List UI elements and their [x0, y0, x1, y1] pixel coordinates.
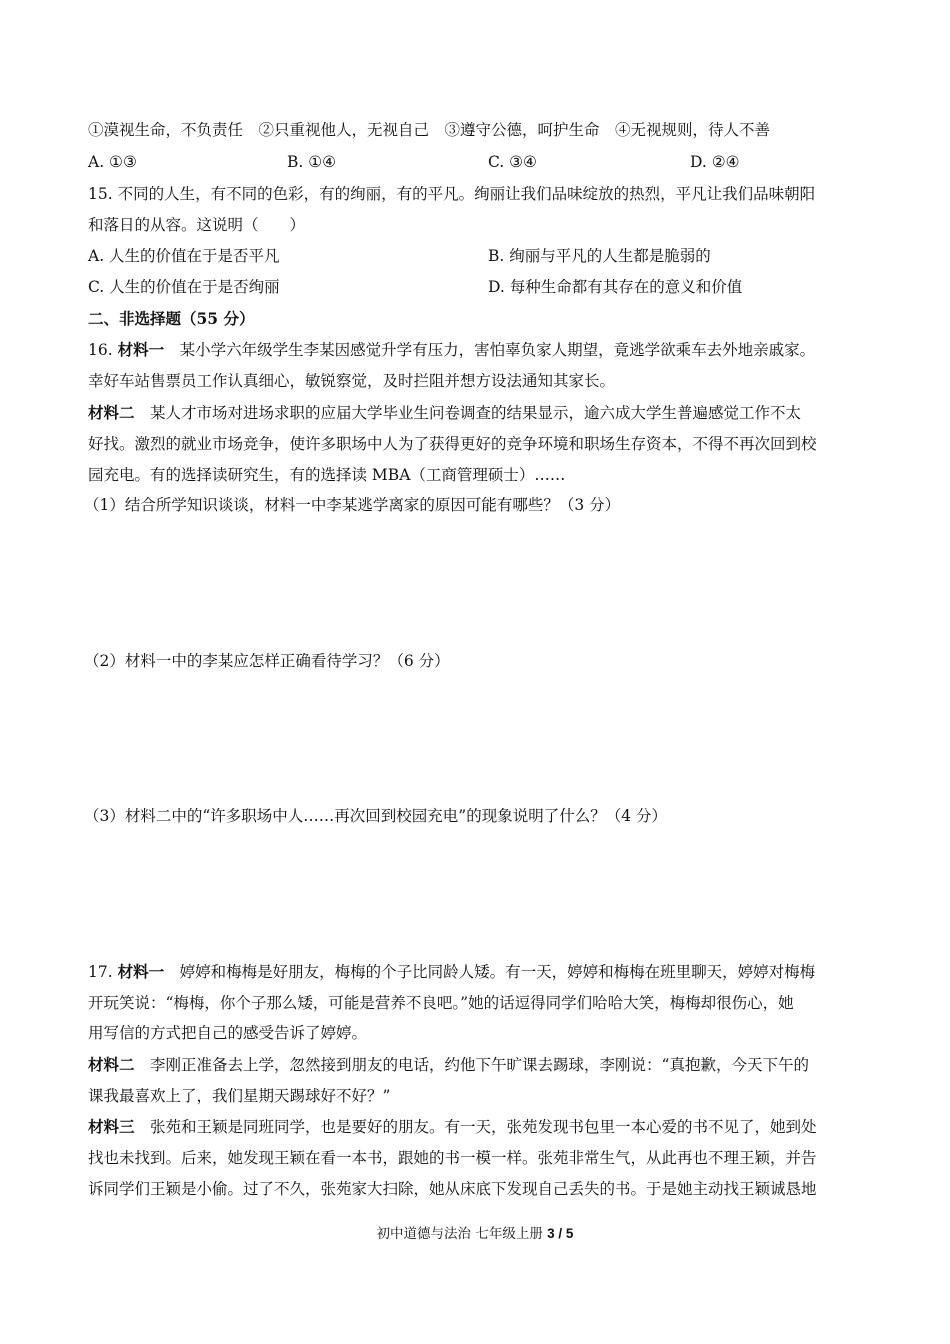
q14-option-b: B. ①④: [287, 153, 337, 171]
q17-material3-text1: 张苑和王颖是同班同学，也是要好的朋友。有一天，张苑发现书包里一本心爱的书不见了，她到处: [134, 1118, 817, 1136]
q17-material1-line3: 用写信的方式把自己的感受告诉了婷婷。: [88, 1024, 368, 1042]
q16-material1-text1: 某小学六年级学生李某因感觉升学有压力，害怕辜负家人期望，竟逃学欲乘车去外地亲戚家。: [164, 341, 816, 359]
footer-course-label: 初中道德与法治 七年级上册: [376, 1226, 548, 1242]
q16-number: 16.: [88, 341, 118, 359]
q17-material1-line2: 开玩笑说：“梅梅，你个子那么矮，可能是营养不良吧。”她的话逗得同学们哈哈大笑，梅梅却很伤心，她: [88, 994, 794, 1012]
q17-material3-label: 材料三: [88, 1117, 135, 1136]
q17-material2-text1: 李刚正准备去上学，忽然接到朋友的电话，约他下午旷课去踢球，李刚说：“真抱歉，今天下午的: [134, 1056, 809, 1074]
q16-material2-line2: 好找。激烈的就业市场竞争，使许多职场中人为了获得更好的竞争环境和职场生存资本，不得不再次回到校: [88, 435, 817, 453]
q14-option-d: D. ②④: [690, 153, 740, 171]
q14-option-a: A. ①③: [88, 153, 137, 171]
q17-material1-label: 材料一: [117, 962, 165, 981]
page-footer: [0, 1224, 950, 1244]
q16-material2-text1: 某人才市场对进场求职的应届大学毕业生问卷调查的结果显示，逾六成大学生普遍感觉工作不太: [134, 404, 802, 422]
q15-stem-line2: 和落日的从容。这说明（ ）: [88, 216, 306, 234]
q16-material2-label: 材料二: [88, 403, 135, 422]
section-heading: 二、非选择题（55 分）: [88, 309, 255, 328]
q15-option-b: B. 绚丽与平凡的人生都是脆弱的: [488, 247, 711, 265]
q16-material2-line1: [88, 402, 801, 424]
q17-material3-line1: [88, 1116, 817, 1138]
q17-material3-line2: 找也未找到。后来，她发现王颖在看一本书，跟她的书一模一样。张苑非常生气，从此再也不理王颖，并告: [88, 1149, 817, 1167]
q16-material1-line1: [88, 339, 815, 361]
q15-option-c: C. 人生的价值在于是否绚丽: [88, 278, 280, 296]
q14-option-c: C. ③④: [488, 153, 537, 171]
q16-material2-line3: 园充电。有的选择读研究生，有的选择读 MBA（工商管理硕士）……: [88, 466, 566, 484]
q16-sub-question-1: （1）结合所学知识谈谈，材料一中李某逃学离家的原因可能有哪些？（3 分）: [84, 496, 621, 514]
q17-material2-line2: 课我最喜欢上了，我们星期天踢球好不好？”: [88, 1087, 391, 1105]
page-number: 3 / 5: [547, 1226, 574, 1241]
q15-option-d: D. 每种生命都有其存在的意义和价值: [488, 278, 743, 296]
q15-option-a: A. 人生的价值在于是否平凡: [88, 247, 280, 265]
q17-material2-line1: [88, 1054, 809, 1076]
q16-material1-line2: 幸好车站售票员工作认真细心，敏锐察觉，及时拦阻并想方设法通知其家长。: [88, 372, 616, 390]
q14-statements: ①漠视生命，不负责任 ②只重视他人，无视自己 ③遵守公德，呵护生命 ④无视规则，待人不善: [88, 121, 771, 139]
q16-sub-question-3: （3）材料二中的“许多职场中人……再次回到校园充电”的现象说明了什么？（4 分）: [84, 807, 668, 825]
q17-material1-text1: 婷婷和梅梅是好朋友，梅梅的个子比同龄人矮。有一天，婷婷和梅梅在班里聊天，婷婷对梅梅: [164, 963, 816, 981]
q17-material2-label: 材料二: [88, 1055, 135, 1074]
q16-material1-label: 材料一: [117, 340, 165, 359]
q17-number: 17.: [88, 963, 118, 981]
q15-stem-line1: 15. 不同的人生，有不同的色彩，有的绚丽，有的平凡。绚丽让我们品味绽放的热烈，平凡让我们品味朝阳: [88, 185, 816, 203]
q17-material1-line1: [88, 961, 815, 983]
q17-material3-line3: 诉同学们王颖是小偷。过了不久，张苑家大扫除，她从床底下发现自己丢失的书。于是她主动找王颖诚恳地: [88, 1180, 817, 1198]
q16-sub-question-2: （2）材料一中的李某应怎样正确看待学习？（6 分）: [84, 652, 450, 670]
